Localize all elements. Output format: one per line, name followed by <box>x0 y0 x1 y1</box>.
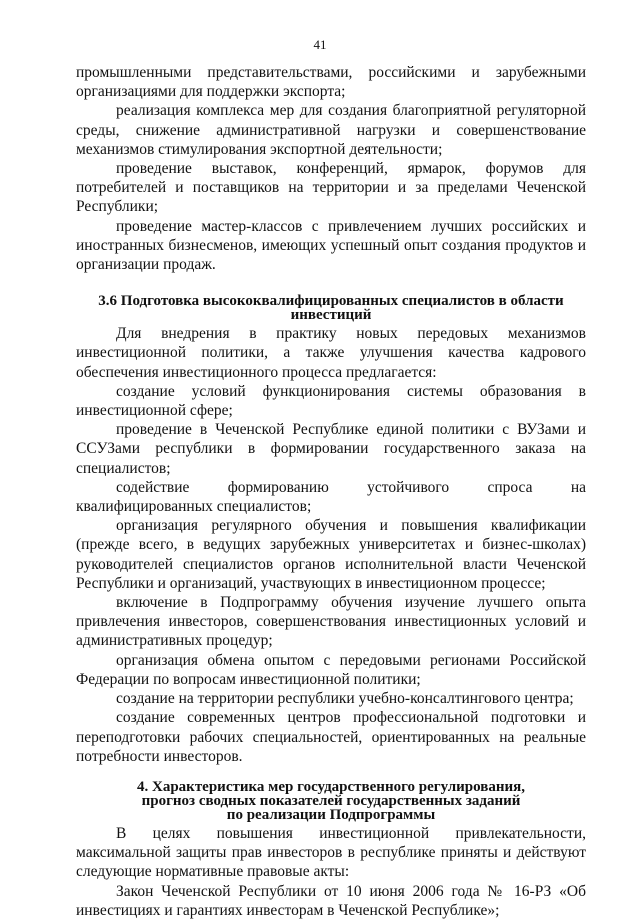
paragraph: создание современных центров профессиональной подготовки и переподготовки рабочих специальностей, ориентированных на реальные потребности инвесторов. <box>76 709 586 765</box>
section-heading-3-6 <box>76 294 586 322</box>
paragraph: организация обмена опытом с передовыми регионами Российской Федерации по вопросам инвестиционной политики; <box>76 651 586 688</box>
page-number: 41 <box>313 37 327 52</box>
paragraph: проведение в Чеченской Республике единой политики с ВУЗами и ССУЗами республики в формировании государственного заказа на специалистов; <box>76 421 586 477</box>
section-heading-4 <box>76 780 586 822</box>
section-title-line: прогноз сводных показателей государственных заданий <box>141 792 521 809</box>
paragraph: создание на территории республики учебно-консалтингового центра; <box>116 690 574 708</box>
paragraph: реализация комплекса мер для создания благоприятной регуляторной среды, снижение административной нагрузки и совершенствование механизмов стимулирования экспортной деятельности; <box>76 102 586 158</box>
paragraph: промышленными представительствами, российскими и зарубежными организациями для поддержки экспорта; <box>76 64 586 101</box>
section-title-line: Подготовка высококвалифицированных специалистов в области <box>120 293 564 310</box>
paragraph: создание условий функционирования системы образования в инвестиционной сфере; <box>76 382 586 420</box>
paragraph: включение в Подпрограмму обучения изучение лучшего опыта привлечения инвесторов, совершенствования инвестиционных условий и административных процедур; <box>76 594 586 650</box>
paragraph: содействие формированию устойчивого спроса на квалифицированных специалистов; <box>76 478 586 516</box>
paragraph: В целях повышения инвестиционной привлекательности, максимальной защиты прав инвесторов в республике приняты и действуют следующие нормативные правовые акты: <box>76 824 586 881</box>
paragraph: проведение мастер-классов с привлечением лучших российских и иностранных бизнесменов, имеющих успешный опыт создания продуктов и организации продаж. <box>76 217 586 274</box>
paragraph: проведение выставок, конференций, ярмарок, форумов для потребителей и поставщиков на территории и за пределами Чеченской Республики; <box>76 160 586 216</box>
section-title-line: 4. Характеристика мер государственного регулирования, <box>137 778 525 795</box>
paragraph: организация регулярного обучения и повышения квалификации (прежде всего, в ведущих зарубежных университетах и бизнес-школах) руководителей специалистов органов исполнительной власти Чеченской Республики и организаций, участвующих в инвестиционном процессе; <box>76 517 586 592</box>
document-body <box>76 63 586 920</box>
section-number: 3.6 <box>98 293 118 310</box>
paragraph: Для внедрения в практику новых передовых механизмов инвестиционной политики, а также улучшения качества кадрового обеспечения инвестиционного процесса предлагается: <box>76 325 586 381</box>
section-title-line: инвестиций <box>290 307 372 324</box>
section-title-line: по реализации Подпрограммы <box>226 806 436 823</box>
paragraph: Закон Чеченской Республики от 10 июня 2006 года № 16-РЗ «Об инвестициях и гарантиях инвесторам в Чеченской Республике»; <box>76 882 586 919</box>
